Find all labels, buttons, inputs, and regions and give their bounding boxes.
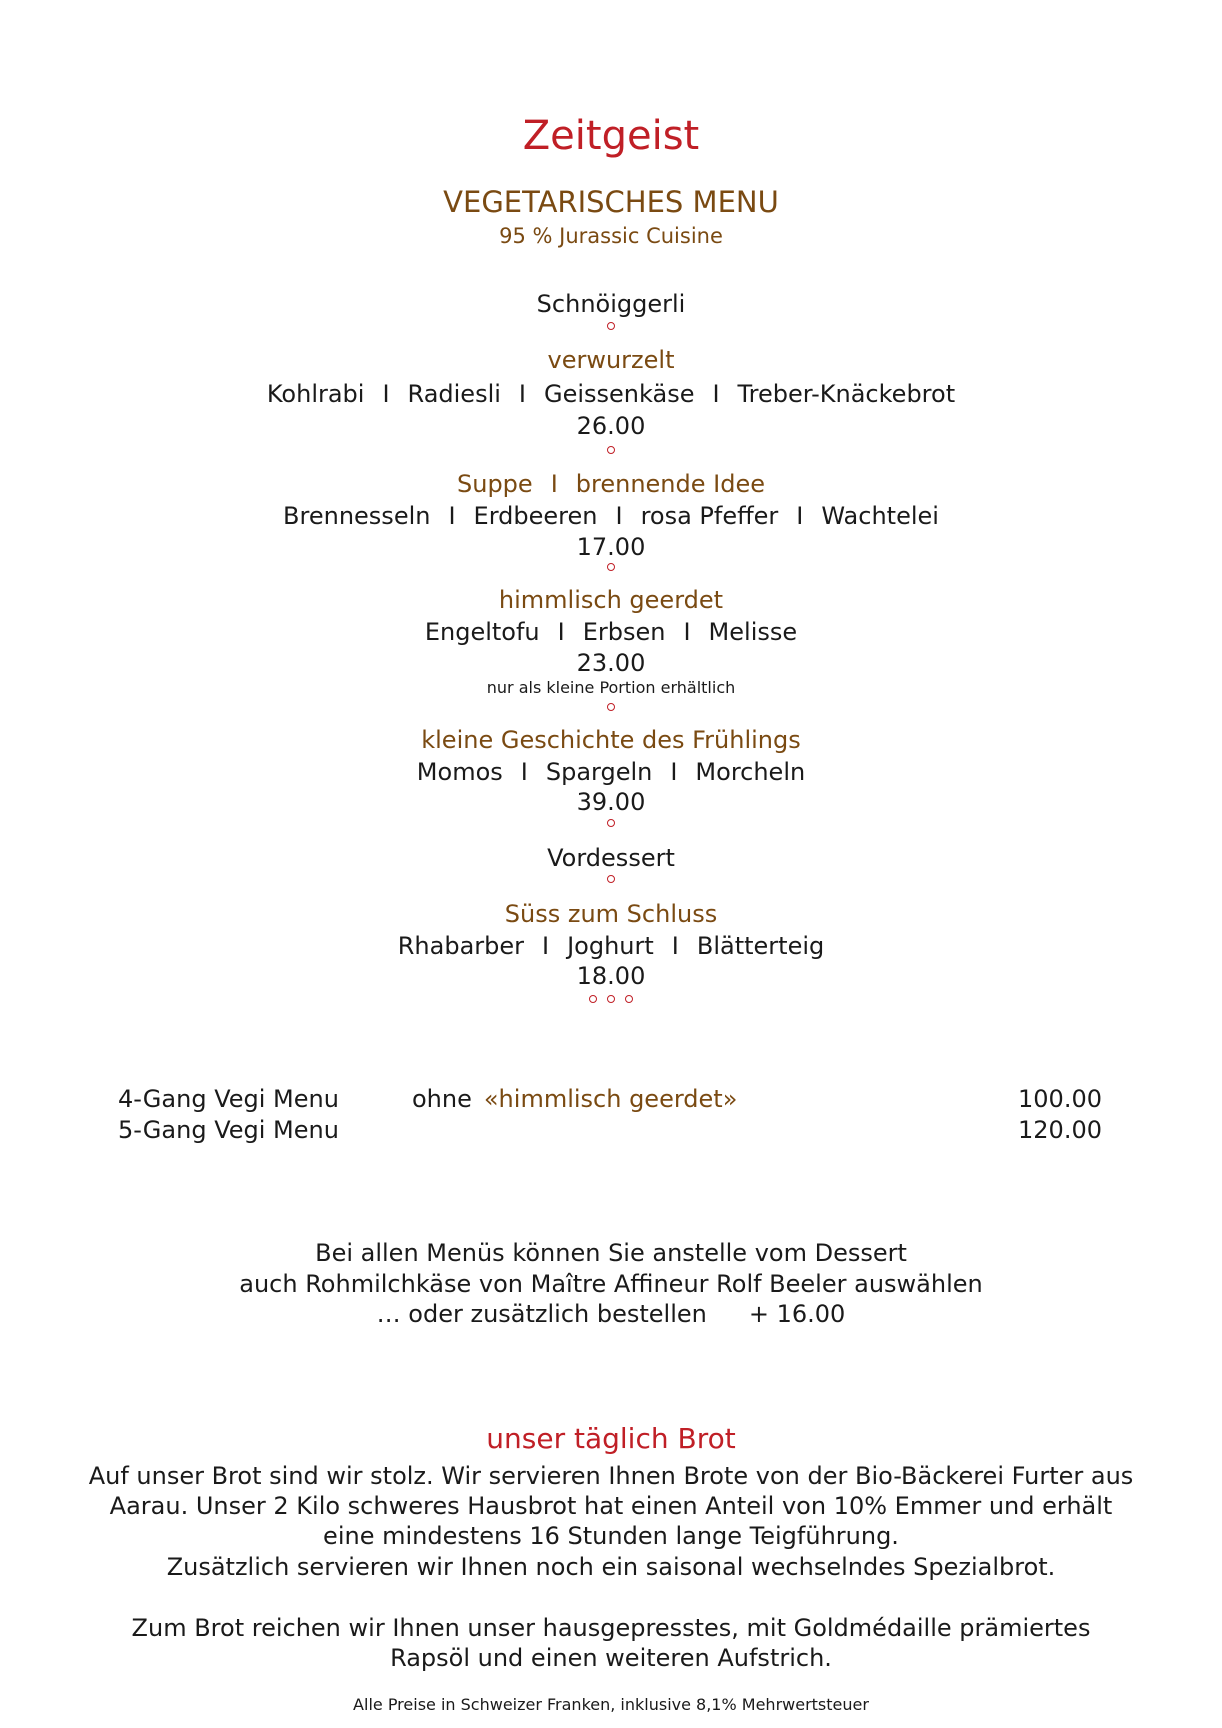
cheese-note-line-3	[0, 1302, 1222, 1326]
course-3-price: 17.00	[576, 533, 646, 561]
divider-circle-icon	[607, 875, 615, 883]
menu-option-5-price: 120.00	[1018, 1116, 1102, 1144]
ingredient-separator: I	[683, 618, 691, 646]
ingredient-separator: I	[712, 380, 720, 408]
price-footer-note: Alle Preise in Schweizer Franken, inklusive 8,1% Mehrwertsteuer	[353, 1695, 869, 1714]
menu-option-5-label: 5-Gang Vegi Menu	[118, 1116, 339, 1144]
condition-prefix: ohne	[412, 1085, 472, 1113]
bread-paragraph-2-line: Zum Brot reichen wir Ihnen unser hausgepresstes, mit Goldmédaille prämiertes	[131, 1614, 1091, 1642]
ingredient: Erbsen	[582, 618, 666, 646]
ingredient-separator: I	[448, 502, 456, 530]
course-3-name-part: brennende Idee	[575, 470, 765, 498]
ingredient: Engeltofu	[424, 618, 540, 646]
menu-tagline: 95 % Jurassic Cuisine	[499, 224, 723, 248]
bread-heading: unser täglich Brot	[486, 1422, 736, 1455]
divider-circle-icon	[589, 995, 597, 1003]
course-divider	[0, 322, 1222, 332]
course-7-price: 18.00	[576, 962, 646, 990]
bread-paragraph-line: Aarau. Unser 2 Kilo schweres Hausbrot hat einen Anteil von 10% Emmer und erhält	[109, 1492, 1113, 1520]
ingredient: Rhabarber	[397, 932, 525, 960]
ingredient: Wachtelei	[821, 502, 939, 530]
ingredient: Brennesseln	[283, 502, 431, 530]
course-5-ingredients	[0, 760, 1222, 784]
menu-subtitle: VEGETARISCHES MENU	[443, 185, 779, 219]
course-1-name: Schnöiggerli	[536, 290, 686, 318]
course-7-name: Süss zum Schluss	[504, 900, 718, 928]
divider-circle-icon	[607, 703, 615, 711]
course-4-note: nur als kleine Portion erhältlich	[486, 678, 736, 697]
name-separator: I	[550, 470, 558, 498]
cheese-note-text: … oder zusätzlich bestellen	[376, 1300, 707, 1328]
ingredient-separator: I	[615, 502, 623, 530]
course-3-name-part: Suppe	[457, 470, 533, 498]
cheese-note-line-1: Bei allen Menüs können Sie anstelle vom Dessert	[315, 1239, 907, 1267]
course-3-name	[0, 472, 1222, 496]
ingredient: Momos	[416, 758, 503, 786]
course-4-price: 23.00	[576, 649, 646, 677]
ingredient: Radiesli	[407, 380, 501, 408]
divider-circle-icon	[607, 322, 615, 330]
divider-circle-icon	[607, 819, 615, 827]
condition-dish: «himmlisch geerdet»	[483, 1085, 738, 1113]
course-5-name: kleine Geschichte des Frühlings	[421, 726, 801, 754]
ingredient: Blätterteig	[696, 932, 825, 960]
ingredient-separator: I	[520, 758, 528, 786]
course-divider	[0, 703, 1222, 713]
restaurant-title: Zeitgeist	[522, 113, 700, 159]
bread-paragraph-line: Zusätzlich servieren wir Ihnen noch ein saisonal wechselndes Spezialbrot.	[166, 1553, 1056, 1581]
course-4-name: himmlisch geerdet	[498, 586, 724, 614]
ingredient-separator: I	[382, 380, 390, 408]
divider-circle-icon	[607, 446, 615, 454]
ingredient: Geissenkäse	[544, 380, 695, 408]
ingredient: Kohlrabi	[266, 380, 365, 408]
course-divider	[0, 875, 1222, 885]
course-5-price: 39.00	[576, 788, 646, 816]
course-divider	[0, 563, 1222, 573]
ingredient-separator: I	[670, 758, 678, 786]
ingredient-separator: I	[796, 502, 804, 530]
bread-paragraph-line: Auf unser Brot sind wir stolz. Wir servieren Ihnen Brote von der Bio-Bäckerei Furter aus	[88, 1462, 1134, 1490]
course-4-ingredients	[0, 620, 1222, 644]
course-3-ingredients	[0, 504, 1222, 528]
ingredient: Treber-Knäckebrot	[737, 380, 956, 408]
divider-circle-icon	[625, 995, 633, 1003]
menu-option-4-label: 4-Gang Vegi Menu	[118, 1085, 339, 1113]
course-2-name: verwurzelt	[547, 346, 675, 374]
course-divider	[0, 819, 1222, 829]
divider-circle-icon	[607, 563, 615, 571]
menu-end-divider	[0, 995, 1222, 1005]
ingredient-separator: I	[671, 932, 679, 960]
ingredient: Melisse	[708, 618, 798, 646]
divider-circle-icon	[607, 995, 615, 1003]
ingredient: Spargeln	[545, 758, 653, 786]
menu-option-4-price: 100.00	[1018, 1085, 1102, 1113]
bread-paragraph-line: eine mindestens 16 Stunden lange Teigführung.	[323, 1522, 899, 1550]
ingredient-separator: I	[518, 380, 526, 408]
cheese-note-price: + 16.00	[748, 1300, 846, 1328]
menu-option-4-condition	[412, 1087, 737, 1111]
ingredient: Joghurt	[567, 932, 654, 960]
ingredient-separator: I	[542, 932, 550, 960]
course-6-name: Vordessert	[547, 844, 675, 872]
ingredient: Morcheln	[695, 758, 806, 786]
ingredient: rosa Pfeffer	[640, 502, 779, 530]
course-7-ingredients	[0, 934, 1222, 958]
course-2-ingredients	[0, 382, 1222, 406]
course-divider	[0, 446, 1222, 456]
ingredient-separator: I	[557, 618, 565, 646]
course-2-price: 26.00	[576, 412, 646, 440]
bread-paragraph-2-line: Rapsöl und einen weiteren Aufstrich.	[390, 1644, 832, 1672]
cheese-note-line-2: auch Rohmilchkäse von Maître Affineur Rolf Beeler auswählen	[239, 1270, 983, 1298]
ingredient: Erdbeeren	[473, 502, 598, 530]
